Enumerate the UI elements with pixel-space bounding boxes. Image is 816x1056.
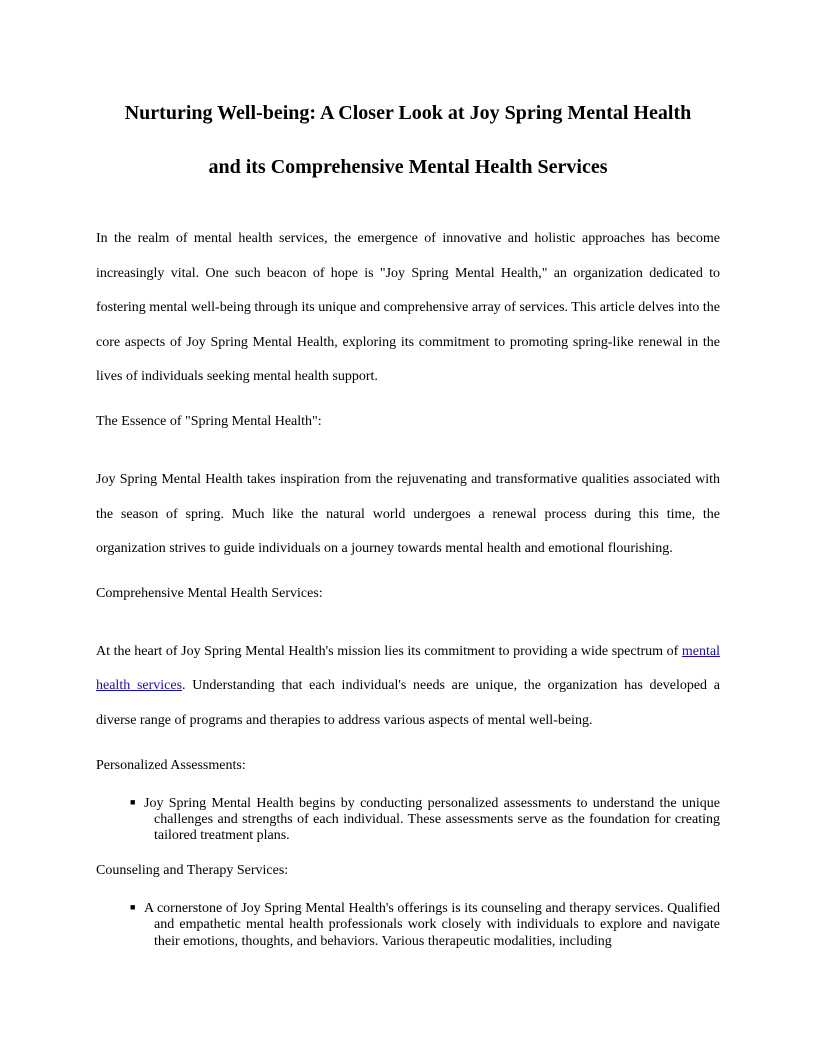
list-item — [130, 794, 720, 845]
assessments-bullet-text: Joy Spring Mental Health begins by conducting personalized assessments to understand the unique challenges and strengths of each individual. These assessments serve as the foundation for creating tailored treatment plans. — [144, 795, 720, 843]
intro-paragraph: In the realm of mental health services, the emergence of innovative and holistic approaches has become increasingly vital. One such beacon of hope is "Joy Spring Mental Health," an organization dedicated to fostering mental well-being through its unique and comprehensive array of services. This article delves into the core aspects of Joy Spring Mental Health, exploring its commitment to promoting spring-like renewal in the lives of individuals seeking mental health support. — [96, 231, 720, 385]
section-heading-assessments: Personalized Assessments: — [96, 757, 246, 773]
section-heading-essence: The Essence of "Spring Mental Health": — [96, 413, 322, 429]
services-text-after: . Understanding that each individual's needs are unique, the organization has developed a diverse range of programs and therapies to address various aspects of mental well-being. — [96, 678, 721, 728]
square-bullet-icon: ■ — [130, 902, 136, 913]
title-line-2: and its Comprehensive Mental Health Services — [208, 156, 608, 178]
mental-health-services-link[interactable]: mental health services — [96, 643, 720, 694]
section-heading-counseling: Counseling and Therapy Services: — [96, 863, 289, 879]
essence-paragraph: Joy Spring Mental Health takes inspiration from the rejuvenating and transformative qualities associated with the season of spring. Much like the natural world undergoes a renewal process during this time, the organization strives to guide individuals on a journey towards mental health and emotional flourishing. — [96, 471, 720, 557]
section-heading-services: Comprehensive Mental Health Services: — [96, 585, 323, 601]
services-paragraph — [96, 635, 720, 739]
square-bullet-icon: ■ — [130, 796, 136, 807]
assessments-list — [96, 794, 720, 845]
counseling-list — [96, 899, 720, 950]
document-page — [96, 86, 720, 965]
document-title — [96, 86, 720, 194]
services-text-before: At the heart of Joy Spring Mental Health's mission lies its commitment to providing a wide spectrum of — [96, 643, 682, 659]
title-line-1: Nurturing Well-being: A Closer Look at Joy Spring Mental Health — [124, 102, 692, 124]
list-item — [130, 899, 720, 950]
counseling-bullet-text: A cornerstone of Joy Spring Mental Health's offerings is its counseling and therapy services. Qualified and empathetic mental health professionals work closely with individuals to explore and navigate their emotions, thoughts, and behaviors. Various therapeutic modalities, including — [144, 901, 720, 949]
